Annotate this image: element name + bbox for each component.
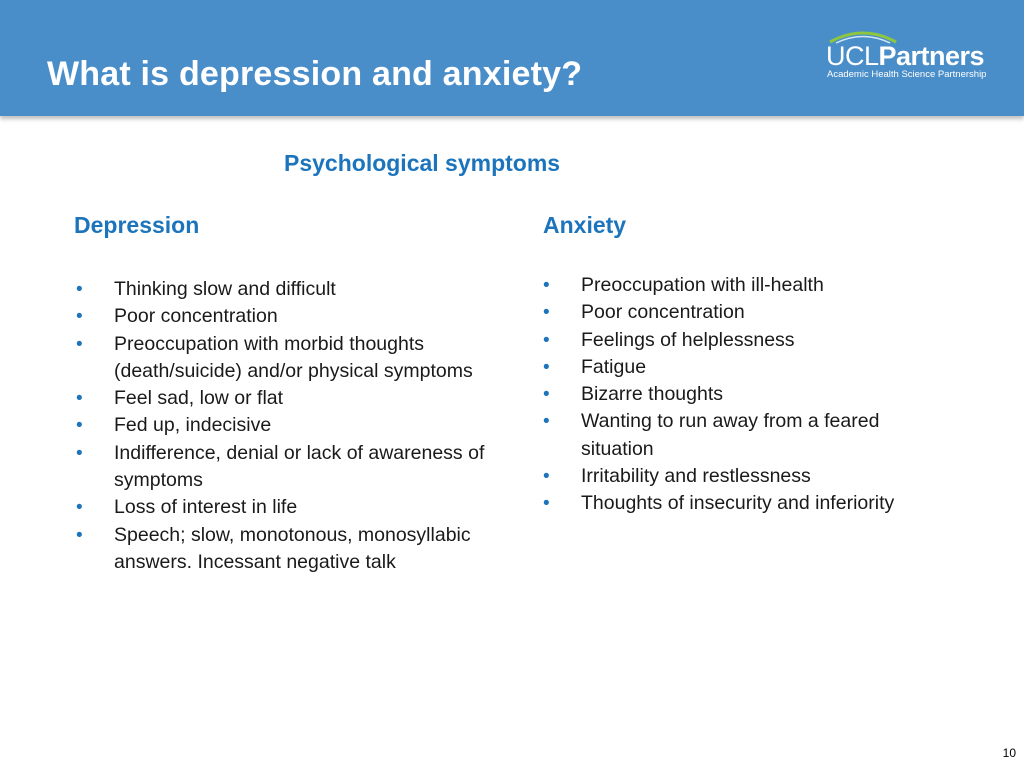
bullet-icon: • — [76, 442, 83, 464]
bullet-icon: • — [543, 329, 550, 351]
anxiety-item — [543, 463, 943, 490]
logo-ucl: UCL — [826, 41, 879, 71]
anxiety-item — [543, 299, 943, 326]
depression-item — [76, 303, 516, 330]
anxiety-item-text: Bizarre thoughts — [581, 383, 723, 406]
header-bar — [0, 0, 1024, 116]
bullet-icon: • — [543, 493, 550, 515]
anxiety-symptom-list — [543, 272, 943, 518]
slide-title: What is depression and anxiety? — [47, 55, 583, 93]
depression-item — [76, 276, 516, 303]
anxiety-item-text: Wanting to run away from a feared situation — [581, 410, 880, 460]
depression-heading: Depression — [74, 212, 200, 238]
anxiety-item-text: Fatigue — [581, 355, 647, 378]
bullet-icon: • — [76, 388, 83, 410]
depression-item-text: Thinking slow and difficult — [114, 278, 336, 300]
logo-wordmark — [826, 40, 984, 72]
anxiety-item-text: Preoccupation with ill-health — [581, 274, 824, 296]
depression-item-text: Loss of interest in life — [114, 496, 298, 519]
page-number: 10 — [1002, 746, 1016, 760]
anxiety-item-text: Irritability and restlessness — [581, 465, 811, 488]
depression-item — [76, 522, 516, 577]
bullet-icon: • — [76, 415, 83, 437]
bullet-icon: • — [76, 524, 83, 546]
bullet-icon: • — [543, 275, 550, 296]
anxiety-item — [543, 327, 943, 354]
anxiety-item-text: Thoughts of insecurity and inferiority — [581, 492, 895, 515]
anxiety-item — [543, 490, 943, 517]
depression-item — [76, 412, 516, 439]
depression-item — [76, 331, 516, 386]
depression-item — [76, 494, 516, 521]
anxiety-item — [543, 408, 943, 463]
logo-tagline: Academic Health Science Partnership — [827, 69, 987, 80]
anxiety-item — [543, 381, 943, 408]
anxiety-item-text: Poor concentration — [581, 301, 745, 324]
uclpartners-logo — [824, 28, 994, 84]
bullet-icon: • — [543, 302, 550, 324]
depression-item-text: Poor concentration — [114, 305, 278, 328]
bullet-icon: • — [543, 356, 550, 378]
depression-item — [76, 385, 516, 412]
depression-item-text: Fed up, indecisive — [114, 414, 272, 437]
logo-partners: Partners — [878, 41, 985, 71]
depression-item-text: Indifference, denial or lack of awareness of symptoms — [114, 441, 485, 492]
bullet-icon: • — [76, 497, 83, 519]
depression-item — [76, 440, 516, 495]
bullet-icon: • — [543, 384, 550, 406]
anxiety-item — [543, 354, 943, 381]
anxiety-item — [543, 272, 943, 299]
bullet-icon: • — [76, 279, 83, 300]
depression-item-text: Feel sad, low or flat — [114, 387, 284, 410]
bullet-icon: • — [543, 466, 550, 488]
section-subtitle: Psychological symptoms — [284, 150, 561, 176]
depression-item-text: Preoccupation with morbid thoughts (death/suicide) and/or physical symptoms — [114, 332, 473, 382]
depression-symptom-list — [76, 276, 516, 576]
bullet-icon: • — [543, 411, 550, 433]
depression-item-text: Speech; slow, monotonous, monosyllabic answers. Incessant negative talk — [114, 523, 471, 573]
anxiety-heading: Anxiety — [543, 212, 627, 238]
bullet-icon: • — [76, 306, 83, 328]
bullet-icon: • — [76, 333, 83, 355]
anxiety-item-text: Feelings of helplessness — [581, 328, 795, 351]
